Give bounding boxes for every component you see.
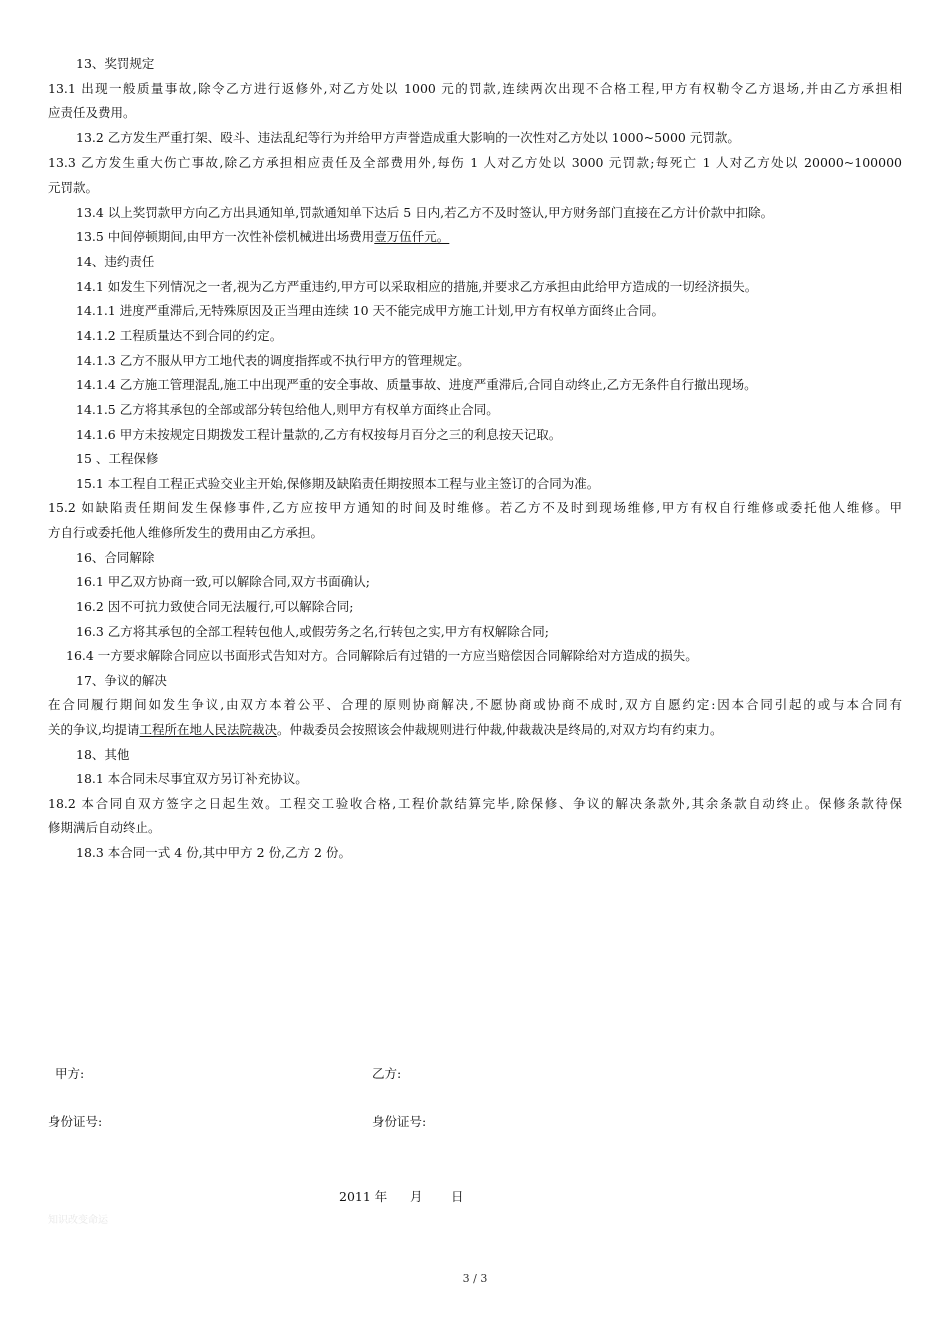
clause-17-text-b: 。仲裁委员会按照该会仲裁规则进行仲裁,仲裁裁决是终局的,对双方均有约束力。 [277, 722, 723, 737]
clause-16-1: 16.1 甲乙双方协商一致,可以解除合同,双方书面确认; [76, 574, 370, 589]
clause-14-1-6: 14.1.6 甲方未按规定日期拨发工程计量款的,乙方有权按每月百分之三的利息按天记取。 [76, 427, 562, 442]
clause-15-1: 15.1 本工程自工程正式验交业主开始,保修期及缺陷责任期按照本工程与业主签订的合同为准。 [76, 476, 600, 491]
party-b-label: 乙方: [372, 1066, 402, 1081]
clause-14-1: 14.1 如发生下列情况之一者,视为乙方严重违约,甲方可以采取相应的措施,并要求乙方承担由此给甲方造成的一切经济损失。 [76, 279, 758, 294]
clause-14-1-4: 14.1.4 乙方施工管理混乱,施工中出现严重的安全事故、质量事故、进度严重滞后,合同自动终止,乙方无条件自行撤出现场。 [76, 377, 757, 392]
party-b-id-label: 身份证号: [372, 1114, 427, 1129]
clause-15-2-line-1: 15.2 如缺陷责任期间发生保修事件,乙方应按甲方通知的时间及时维修。若乙方不及时到现场维修,甲方有权自行维修或委托他人维修。甲 [48, 500, 902, 515]
clause-13-5-text: 13.5 中间停顿期间,由甲方一次性补偿机械进出场费用 [76, 229, 375, 244]
watermark-text: 知识改变命运 [48, 1215, 108, 1226]
party-a-id-label: 身份证号: [48, 1114, 103, 1129]
clause-14-1-3: 14.1.3 乙方不服从甲方工地代表的调度指挥或不执行甲方的管理规定。 [76, 353, 470, 368]
clause-18-3: 18.3 本合同一式 4 份,其中甲方 2 份,乙方 2 份。 [76, 845, 351, 860]
clause-13-3-line-2: 元罚款。 [48, 180, 99, 195]
page-number: 3 / 3 [462, 1272, 488, 1285]
clause-13-1-line-1: 13.1 出现一般质量事故,除令乙方进行返修外,对乙方处以 1000 元的罚款,连续两次出现不合格工程,甲方有权勒令乙方退场,并由乙方承担相 [48, 81, 902, 96]
clause-16-4: 16.4 一方要求解除合同应以书面形式告知对方。合同解除后有过错的一方应当赔偿因合同解除给对方造成的损失。 [66, 648, 698, 663]
clause-16-3: 16.3 乙方将其承包的全部工程转包他人,或假劳务之名,行转包之实,甲方有权解除合同; [76, 624, 549, 639]
clause-18-2-line-1: 18.2 本合同自双方签字之日起生效。工程交工验收合格,工程价款结算完毕,除保修、争议的解决条款外,其余条款自动终止。保修条款待保 [48, 796, 902, 811]
clause-17-line-1: 在合同履行期间如发生争议,由双方本着公平、合理的原则协商解决,不愿协商或协商不成时,双方自愿约定:因本合同引起的或与本合同有 [48, 697, 902, 712]
compensation-amount: 壹万伍仟元。 [374, 229, 450, 244]
clause-14-1-5: 14.1.5 乙方将其承包的全部或部分转包给他人,则甲方有权单方面终止合同。 [76, 402, 499, 417]
clause-18-2-line-2: 修期满后自动终止。 [48, 820, 161, 835]
clause-17-line-2 [48, 722, 722, 738]
clause-16-2: 16.2 因不可抗力致使合同无法履行,可以解除合同; [76, 599, 354, 614]
clause-13-1-line-2: 应责任及费用。 [48, 105, 136, 120]
date-month: 月 [410, 1189, 423, 1204]
clause-13-3-line-1: 13.3 乙方发生重大伤亡事故,除乙方承担相应责任及全部费用外,每伤 1 人对乙方处以 3000 元罚款;每死亡 1 人对乙方处以 20000~100000 [48, 155, 902, 170]
section-18-heading: 18、其他 [76, 747, 130, 762]
court-name: 工程所在地人民法院裁决 [139, 722, 277, 737]
section-14-heading: 14、违约责任 [76, 254, 155, 269]
clause-14-1-1: 14.1.1 进度严重滞后,无特殊原因及正当理由连续 10 天不能完成甲方施工计划,甲方有权单方面终止合同。 [76, 303, 665, 318]
section-17-heading: 17、争议的解决 [76, 673, 167, 688]
section-15-heading: 15 、工程保修 [76, 451, 159, 466]
party-a-label: 甲方: [55, 1066, 85, 1081]
clause-18-1: 18.1 本合同未尽事宜双方另订补充协议。 [76, 771, 308, 786]
date-year: 2011 年 [339, 1189, 388, 1204]
clause-14-1-2: 14.1.2 工程质量达不到合同的约定。 [76, 328, 283, 343]
clause-13-5 [76, 229, 449, 245]
section-13-heading: 13、奖罚规定 [76, 56, 155, 71]
section-16-heading: 16、合同解除 [76, 550, 155, 565]
clause-17-text-a: 关的争议,均提请 [48, 722, 140, 737]
clause-13-4: 13.4 以上奖罚款甲方向乙方出具通知单,罚款通知单下达后 5 日内,若乙方不及时签认,甲方财务部门直接在乙方计价款中扣除。 [76, 205, 774, 220]
clause-13-2: 13.2 乙方发生严重打架、殴斗、违法乱纪等行为并给甲方声誉造成重大影响的一次性对乙方处以 1000~5000 元罚款。 [76, 130, 740, 145]
date-day: 日 [451, 1189, 464, 1204]
clause-15-2-line-2: 方自行或委托他人维修所发生的费用由乙方承担。 [48, 525, 324, 540]
